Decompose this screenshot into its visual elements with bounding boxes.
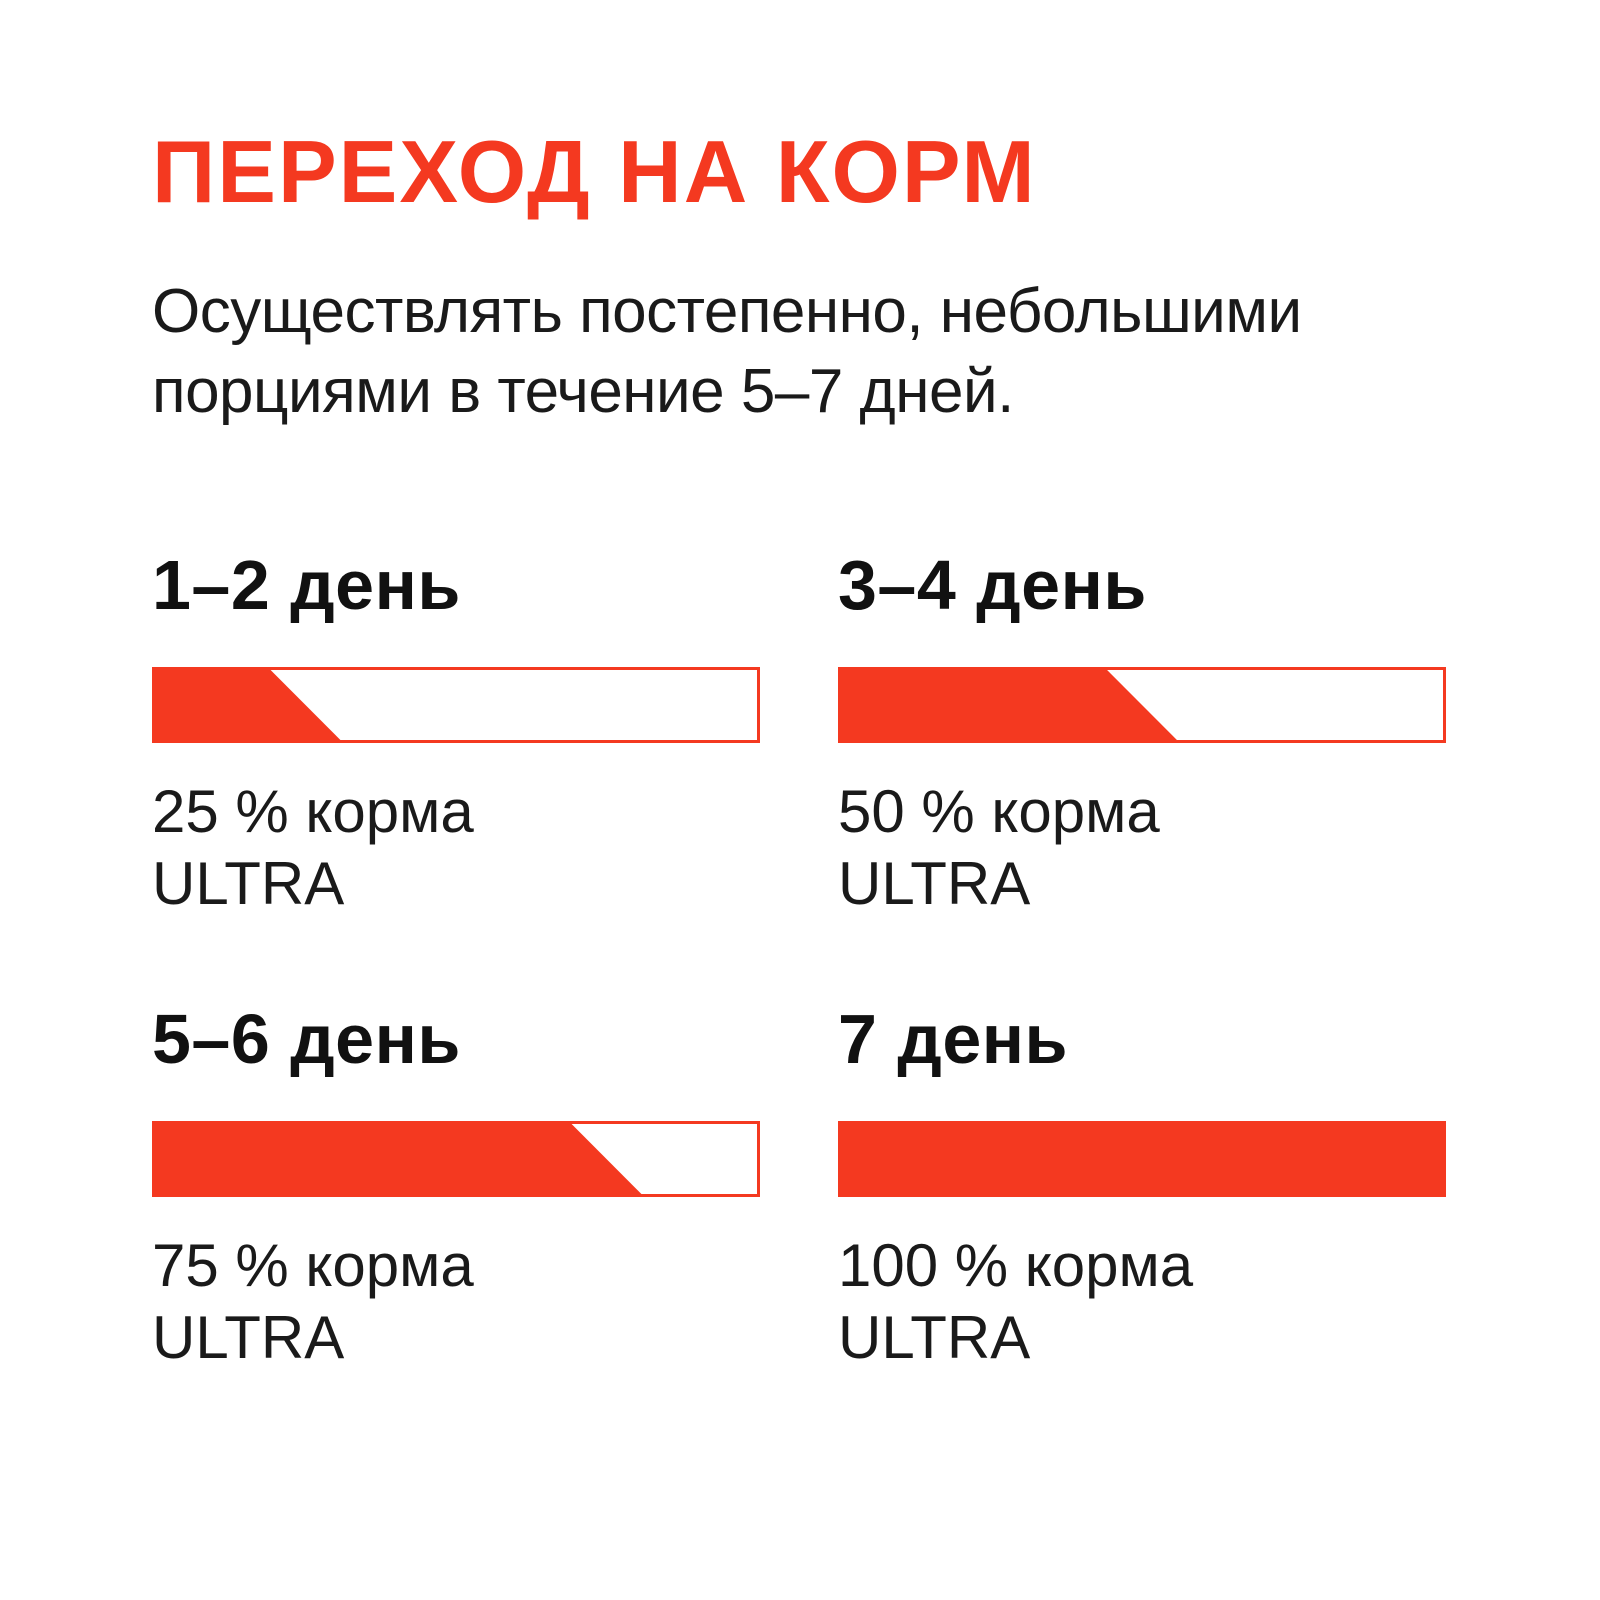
percent-label-line-1: 75 % корма [152,1232,474,1299]
section-day-1-2 [152,546,760,917]
section-day-5-6 [152,1000,760,1371]
period-heading: 5–6 день [152,1000,461,1078]
percent-label [152,1230,474,1374]
period-heading: 3–4 день [838,546,1147,624]
percent-label-line-1: 25 % корма [152,778,474,845]
period-heading: 1–2 день [152,546,461,624]
progress-bar-fill [841,670,1443,740]
progress-bar-fill [155,670,757,740]
percent-label-line-1: 50 % корма [838,778,1160,845]
percent-label-line-2: ULTRA [152,850,345,917]
progress-bar [838,667,1446,743]
subtitle [152,272,1302,432]
section-day-7 [838,1000,1446,1371]
section-day-3-4 [838,546,1446,917]
progress-bar-fill [155,1124,757,1194]
percent-label-line-2: ULTRA [838,850,1031,917]
subtitle-line-2: порциями в течение 5–7 дней. [152,357,1014,426]
period-heading: 7 день [838,1000,1069,1078]
percent-label-line-2: ULTRA [838,1304,1031,1371]
percent-label [838,1230,1193,1374]
percent-label [838,776,1160,920]
progress-bar [838,1121,1446,1197]
progress-bar [152,667,760,743]
subtitle-line-1: Осуществлять постепенно, небольшими [152,277,1302,346]
page-title: ПЕРЕХОД НА КОРМ [152,122,1037,221]
percent-label-line-2: ULTRA [152,1304,345,1371]
percent-label-line-1: 100 % корма [838,1232,1194,1299]
percent-label [152,776,474,920]
progress-bar-fill [841,1124,1443,1194]
progress-bar [152,1121,760,1197]
